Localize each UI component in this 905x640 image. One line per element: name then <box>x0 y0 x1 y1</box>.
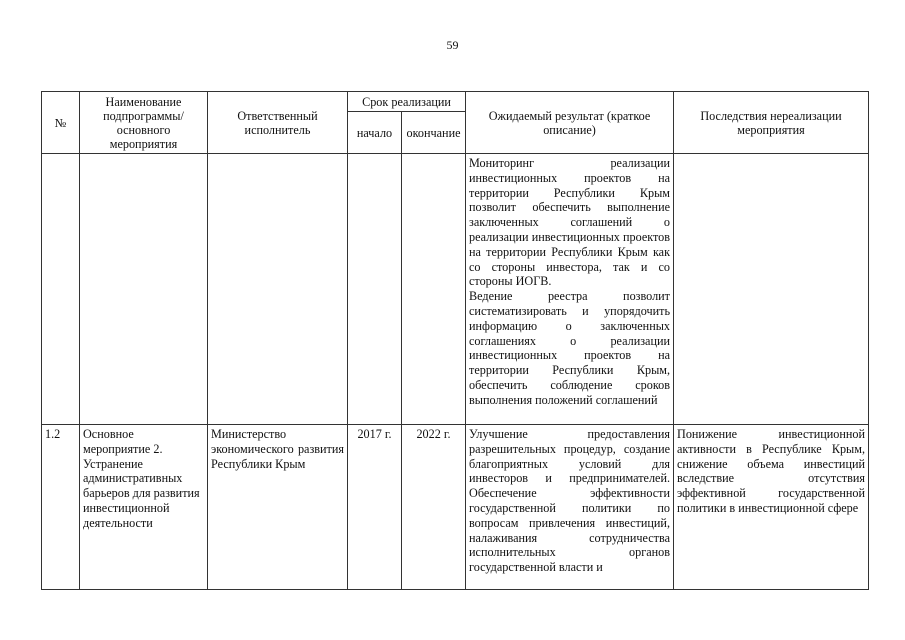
cell-start: 2017 г. <box>348 425 402 590</box>
cell-start <box>348 154 402 425</box>
cell-name <box>80 154 208 425</box>
measures-table <box>41 91 869 590</box>
cell-num <box>42 154 80 425</box>
cell-responsible: Министерство экономического развития Республики Крым <box>208 425 348 590</box>
header-name: Наименование подпрограммы/ основного мероприятия <box>80 92 208 154</box>
cell-num: 1.2 <box>42 425 80 590</box>
table-row <box>42 154 869 425</box>
cell-end <box>402 154 466 425</box>
cell-responsible <box>208 154 348 425</box>
result-paragraph-2: Ведение реестра позволит систематизировать и упорядочить информацию о заключенных соглашениях о реализации инвестиционных проектов на территории Республики Крым, обеспечить соблюдение сроков выполнения положений соглашений <box>469 289 671 407</box>
cell-consequences: Понижение инвестиционной активности в Республике Крым, снижение объема инвестиций вследствие отсутствия эффективной государственной политики в инвестиционной сфере <box>674 425 869 590</box>
page-number: 59 <box>446 38 459 52</box>
cell-consequences <box>674 154 869 425</box>
header-start: начало <box>348 112 402 154</box>
header-responsible: Ответственный исполнитель <box>208 92 348 154</box>
cell-result <box>466 154 674 425</box>
header-result: Ожидаемый результат (краткое описание) <box>466 92 674 154</box>
header-end: окончание <box>402 112 466 154</box>
header-num: № <box>42 92 80 154</box>
header-row <box>42 92 869 112</box>
cell-name: Основное мероприятие 2. Устранение административных барьеров для развития инвестиционной деятельности <box>80 425 208 590</box>
header-period: Срок реализации <box>348 92 466 112</box>
header-consequences: Последствия нереализации мероприятия <box>674 92 869 154</box>
table-row <box>42 425 869 590</box>
cell-end: 2022 г. <box>402 425 466 590</box>
cell-result: Улучшение предоставления разрешительных процедур, создание благоприятных условий для инвесторов и предпринимателей. Обеспечение эффективности государственной политики по вопросам привлечения инвестиций, налаживания сотрудничества исполнительных органов государственной власти и <box>466 425 674 590</box>
result-paragraph-1: Мониторинг реализации инвестиционных проектов на территории Республики Крым позволит обеспечить выполнение заключенных соглашений о реализации инвестиционных проектов на территории Республики Крым как со стороны инвестора, так и со стороны ИОГВ. <box>469 156 671 289</box>
